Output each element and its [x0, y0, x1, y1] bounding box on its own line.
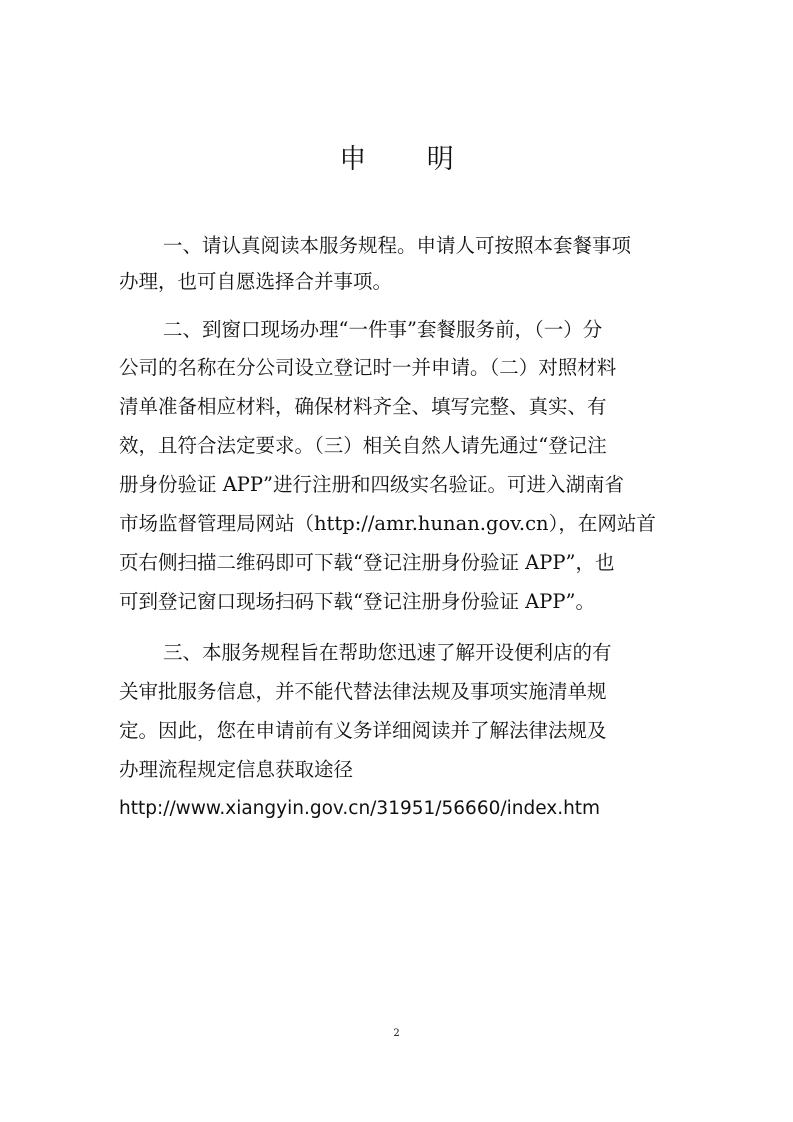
paragraph-1-line-2: 办理，也可自愿选择合并事项。 — [119, 270, 393, 293]
paragraph-2-line-6: 市场监督管理局网站（http://amr.hunan.gov.cn），在网站首 — [119, 512, 656, 535]
page-title: 申 明 — [339, 144, 480, 175]
info-url[interactable]: http://www.xiangyin.gov.cn/31951/56660/index.htm — [119, 798, 601, 819]
paragraph-3-line-2: 关审批服务信息，并不能代替法律法规及事项实施清单规 — [119, 680, 607, 703]
paragraph-2-line-1: 二、到窗口现场办理“一件事”套餐服务前，（一）分 — [163, 318, 603, 341]
page-number: 2 — [393, 1028, 400, 1039]
paragraph-3-line-4: 办理流程规定信息获取途径 — [119, 758, 354, 781]
paragraph-1-line-1: 一、请认真阅读本服务规程。申请人可按照本套餐事项 — [163, 234, 632, 257]
paragraph-2-line-2: 公司的名称在分公司设立登记时一并申请。（二）对照材料 — [119, 356, 617, 379]
paragraph-3-line-1: 三、本服务规程旨在帮助您迅速了解开设便利店的有 — [163, 641, 612, 664]
paragraph-2-line-5: 册身份验证 APP”进行注册和四级实名验证。可进入湖南省 — [119, 473, 624, 496]
paragraph-3-line-3: 定。因此，您在申请前有义务详细阅读并了解法律法规及 — [119, 719, 607, 742]
paragraph-2-line-7: 页右侧扫描二维码即可下载“登记注册身份验证 APP”，也 — [119, 551, 615, 574]
paragraph-2-line-3: 清单准备相应材料，确保材料齐全、填写完整、真实、有 — [119, 395, 607, 418]
paragraph-2-line-4: 效，且符合法定要求。（三）相关自然人请先通过“登记注 — [119, 434, 607, 457]
paragraph-2-line-8: 可到登记窗口现场扫码下载“登记注册身份验证 APP”。 — [119, 590, 595, 613]
